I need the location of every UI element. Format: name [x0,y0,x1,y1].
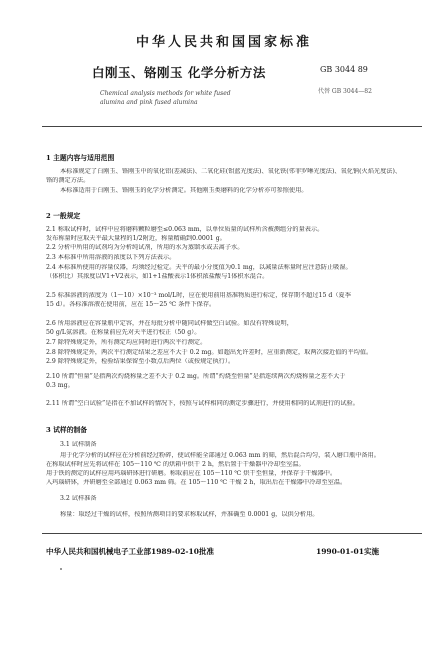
section-2-item: （体积比）其浓度以V1+V2表示，如1+1盐酸表示1体积浓盐酸与1体积水混合。 [46,273,269,280]
document-title: 白刚玉、铬刚玉 化学分析方法 [92,65,266,80]
section-1-para-2: 铬的测定方法。 [46,177,90,184]
standard-organization: 中华人民共和国国家标准 [135,35,312,50]
header-divider [42,126,422,127]
section-2-item: 2.1 称取试样时，试样中应将磨料颗粒磨至≤0.063 mm，以单位质量的试样所含被测组分的量表示。 [46,226,324,233]
section-2-item: 2.5 标准溶液的浓度为（1～10）×10⁻³ mol/L时，应在使用前用基准物质进行标定，保存期不超过15 d（夏季 [46,292,351,299]
section-2-item: 2.9 除特殊规定外，检验结果保留至小数点后两位（或按规定执行）。 [46,358,235,365]
standard-code: GB 3044 89 [320,65,368,74]
section-1-para-1: 本标准规定了白刚玉、铬刚玉中的氧化铝(差减法)、二氧化硅(钼蓝光度法)、氧化铁(邻菲罗啉光度法)、氧化钠(火焰光度法)、 [60,168,402,175]
section-3-para: 用于化学分析的试样应在分析前经过粉碎，使试样能全部通过 0.063 mm 的筛，然后混合均匀，装入磨口瓶中备用。 [60,452,380,459]
section-2-item: 15 d）。各标准溶液在使用前，应在 15～25 ℃ 条件下保存。 [46,301,216,308]
implementation-date: 1990-01-01实施 [316,547,379,556]
section-2-title: 2 一般规定 [46,212,81,220]
section-3-para: 入玛瑙研钵，并研磨至全部通过 0.063 mm 筛。在 105～110 ℃ 干燥 2 h，取出后在干燥器中冷却至室温。 [46,479,347,486]
section-2-item: 发布称量时应取天平最大量程的1/2附近，称量精确到0.0001 g。 [46,235,226,242]
section-2-item: 2.8 除特殊规定外，两次平行测定结果之差应不大于 0.2 mg。如超出允许差时，应重新测定，取两次接近值的平均值。 [46,349,373,356]
approval-line: 中华人民共和国机械电子工业部1989-02-10批准 [46,547,214,556]
section-3-para: 用于铁的测定的试样应用玛瑙研钵进行研磨。称取前应在 105～110 ℃ 烘干至恒量，并保存于干燥器中。 [46,470,337,477]
section-2-item: 0.3 mg。 [46,382,74,389]
section-1-title: 1 主题内容与适用范围 [46,154,115,162]
section-2-item: 2.3 本标准中所用溶液的浓度以下列方法表示。 [46,254,176,261]
section-2-item: 2.11 所谓“空白试验”是指在不加试样的情况下，按照与试样相同的测定步骤进行，并使用相同的试剂进行的试验。 [46,400,359,407]
section-3-subheading: 3.2 试样准备 [60,495,97,502]
english-title-line-2: alumina and pink fused alumina [100,99,198,106]
section-3-para: 在称取试样时应先将试样在 105～110 ℃ 的烘箱中烘干 2 h，然后置于干燥器中冷却至室温。 [46,461,305,468]
scan-speck [60,568,62,570]
section-2-item: 2.7 除特殊规定外，所有测定均应同时进行两次平行测定。 [46,339,207,346]
section-3-title: 3 试样的制备 [46,426,88,434]
section-2-item: 50 g/L氨溶液。在称量前应先对天平进行校正（50 g）。 [46,329,201,336]
section-2-item: 2.10 所谓“恒量”是指两次灼烧称量之差不大于 0.2 mg。所谓“灼烧至恒量”是指连续两次灼烧称量之差不大于 [46,373,346,380]
section-2-item: 2.2 分析中所用的试剂均为分析纯试剂，所用的水为蒸馏水或去离子水。 [46,244,244,251]
section-2-item: 2.6 所用溶液应在容量瓶中定容，并在每批分析中随同试样做空白试验。如没有特殊说明， [46,320,293,327]
section-3-para: 称量：取经过干燥的试样，按照所测项目的要求称取试样，并准确至 0.0001 g，以供分析用。 [60,511,319,518]
footer-divider [42,533,422,534]
english-title-line-1: Chemical analysis methods for white fused [100,90,231,97]
section-1-para-3: 本标准适用于白刚玉、铬刚玉的化学分析测定。其他刚玉类磨料的化学分析亦可参照使用。 [60,187,308,194]
section-3-subheading: 3.1 试样制备 [60,441,97,448]
section-2-item: 2.4 本标准所使用的容量仪器，均须经过检定。天平的最小分度值为0.1 mg，以减量法称量时应注意防止吸湿。 [46,264,352,271]
replaces-note: 代替 GB 3044—82 [318,88,372,95]
